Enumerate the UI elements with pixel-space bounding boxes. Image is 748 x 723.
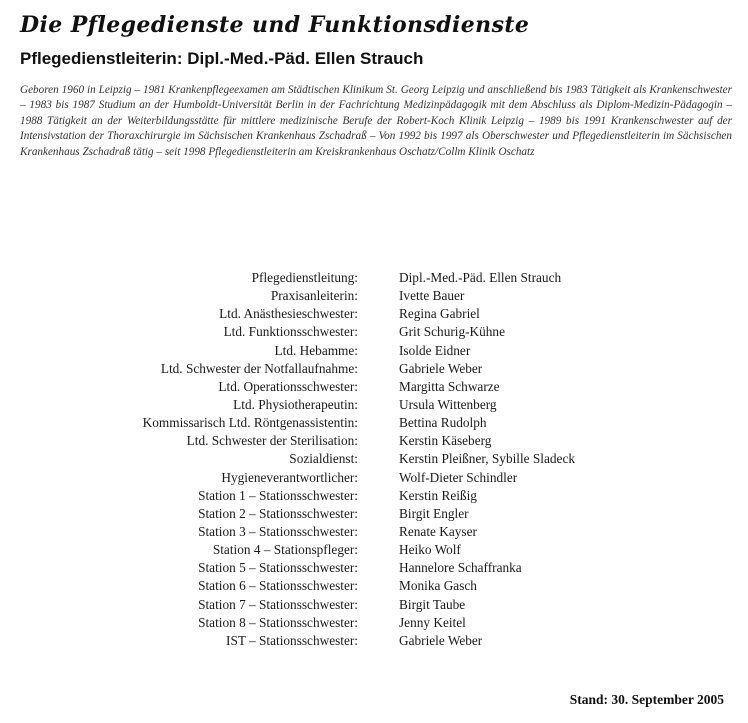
staff-row: [0, 487, 748, 505]
column-gap: [358, 450, 398, 468]
staff-name: Grit Schurig-Kühne: [399, 324, 505, 340]
staff-row: [0, 505, 748, 523]
staff-name: Kerstin Reißig: [399, 487, 477, 503]
column-gap: [358, 523, 398, 541]
column-gap: [358, 269, 398, 287]
column-gap: [358, 541, 398, 559]
staff-role: Station 3 – Stationsschwester:: [198, 524, 358, 540]
staff-list: [0, 269, 748, 650]
staff-name: Gabriele Weber: [399, 360, 483, 376]
staff-role: Ltd. Anästhesieschwester:: [219, 306, 358, 322]
staff-row: [0, 523, 748, 541]
status-date: Stand: 30. September 2005: [569, 692, 724, 707]
staff-row: [0, 323, 748, 341]
column-gap: [358, 396, 398, 414]
staff-row: [0, 342, 748, 360]
staff-name: Birgit Engler: [399, 505, 469, 521]
staff-row: [0, 396, 748, 414]
staff-row: [0, 414, 748, 432]
staff-name: Jenny Keitel: [399, 614, 466, 630]
staff-name: Bettina Rudolph: [399, 415, 487, 431]
staff-row: [0, 360, 748, 378]
staff-role: Praxisanleiterin:: [270, 288, 358, 304]
staff-role: Kommissarisch Ltd. Röntgenassistentin:: [142, 415, 358, 431]
column-gap: [358, 305, 398, 323]
staff-role: Ltd. Schwester der Sterilisation:: [186, 433, 358, 449]
column-gap: [358, 342, 398, 360]
staff-role: Ltd. Operationsschwester:: [218, 378, 358, 394]
column-gap: [358, 614, 398, 632]
column-gap: [358, 505, 398, 523]
column-gap: [358, 559, 398, 577]
staff-row: [0, 577, 748, 595]
staff-role: Sozialdienst:: [289, 451, 358, 467]
staff-row: [0, 378, 748, 396]
staff-row: [0, 305, 748, 323]
column-gap: [358, 360, 398, 378]
column-gap: [358, 487, 398, 505]
column-gap: [358, 287, 398, 305]
column-gap: [358, 596, 398, 614]
staff-name: Heiko Wolf: [399, 542, 461, 558]
staff-name: Gabriele Weber: [399, 632, 483, 648]
staff-role: Hygieneverantwortlicher:: [221, 469, 358, 485]
staff-name: Ursula Wittenberg: [399, 397, 497, 413]
staff-row: [0, 287, 748, 305]
staff-role: Station 2 – Stationsschwester:: [198, 505, 358, 521]
staff-row: [0, 469, 748, 487]
staff-name: Wolf-Dieter Schindler: [399, 469, 518, 485]
staff-row: [0, 450, 748, 468]
staff-row: [0, 559, 748, 577]
staff-role: Station 4 – Stationspfleger:: [212, 542, 358, 558]
biography-paragraph: Geboren 1960 in Leipzig – 1981 Krankenpflegeexamen am Städtischen Klinikum St. Georg Leipzig und anschließend bis 1983 Tätigkeit als Krankenschwester – 1983 bis 1987 Studium an der Humboldt-Universität Berlin in der Fachrichtung Medizinpädagogik mit dem Abschluss als Diplom-Medizin-Pädagogin – 1988 Tätigkeit an der Weiterbildungsstätte für mittlere medizinische Berufe der Robert-Koch Klinik Leipzig – 1989 bis 1991 Krankenschwester auf der Intensivstation der Thoraxchirurgie im Sächsischen Krankenhaus Zschadraß – Von 1992 bis 1997 als Oberschwester und Pflegedienstleiterin im Sächsischen Krankenhaus Zschadraß tätig – seit 1998 Pflegedienstleiterin am Kreiskrankenhaus Oschatz/Collm Klinik Oschatz: [20, 84, 732, 158]
column-gap: [358, 414, 398, 432]
staff-name: Kerstin Pleißner, Sybille Sladeck: [399, 451, 575, 467]
column-gap: [358, 469, 398, 487]
staff-name: Monika Gasch: [399, 578, 477, 594]
staff-role: Station 8 – Stationsschwester:: [198, 614, 358, 630]
staff-name: Dipl.-Med.-Päd. Ellen Strauch: [399, 270, 562, 286]
staff-name: Hannelore Schaffranka: [399, 560, 522, 576]
staff-role: Ltd. Hebamme:: [274, 342, 358, 358]
staff-row: [0, 596, 748, 614]
staff-role: Station 7 – Stationsschwester:: [198, 596, 358, 612]
column-gap: [358, 432, 398, 450]
staff-role: Ltd. Funktionsschwester:: [223, 324, 358, 340]
column-gap: [358, 323, 398, 341]
staff-name: Ivette Bauer: [399, 288, 465, 304]
staff-name: Isolde Eidner: [399, 342, 471, 358]
staff-row: [0, 614, 748, 632]
staff-name: Renate Kayser: [399, 524, 477, 540]
column-gap: [358, 378, 398, 396]
staff-role: Ltd. Schwester der Notfallaufnahme:: [160, 360, 358, 376]
staff-role: Station 6 – Stationsschwester:: [198, 578, 358, 594]
page-subtitle: Pflegedienstleiterin: Dipl.-Med.-Päd. Ellen Strauch: [20, 49, 424, 68]
staff-role: Ltd. Physiotherapeutin:: [233, 397, 358, 413]
page-title: Die Pflegedienste und Funktionsdienste: [20, 12, 530, 38]
staff-table: [0, 269, 748, 650]
staff-row: [0, 541, 748, 559]
staff-row: [0, 632, 748, 650]
staff-row: [0, 432, 748, 450]
staff-role: IST – Stationsschwester:: [226, 632, 358, 648]
staff-name: Kerstin Käseberg: [399, 433, 492, 449]
staff-role: Station 5 – Stationsschwester:: [198, 560, 358, 576]
staff-row: [0, 269, 748, 287]
staff-name: Margitta Schwarze: [399, 378, 500, 394]
column-gap: [358, 577, 398, 595]
staff-role: Station 1 – Stationsschwester:: [198, 487, 358, 503]
staff-name: Birgit Taube: [399, 596, 466, 612]
staff-role: Pflegedienstleitung:: [251, 270, 358, 286]
staff-name: Regina Gabriel: [399, 306, 480, 322]
column-gap: [358, 632, 398, 650]
